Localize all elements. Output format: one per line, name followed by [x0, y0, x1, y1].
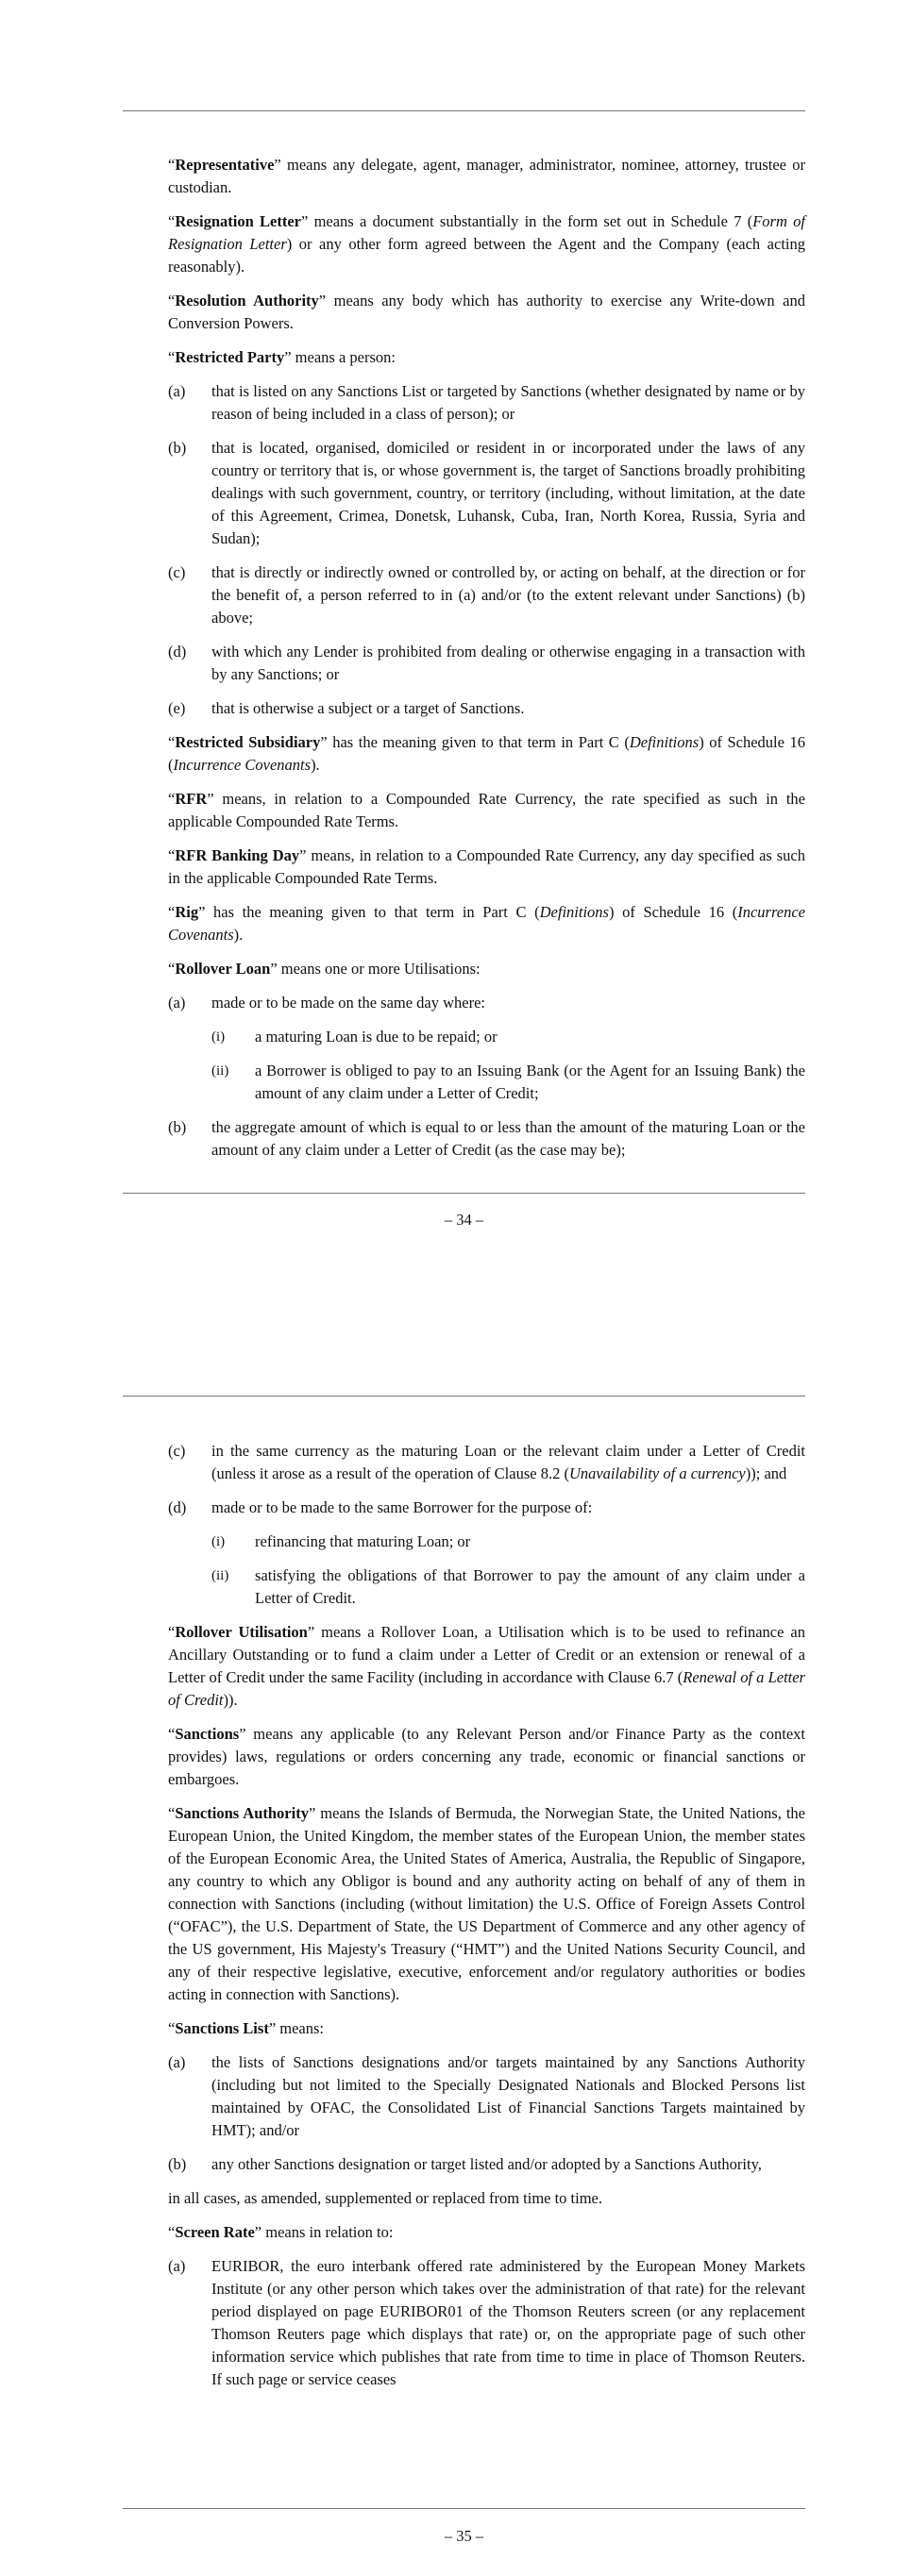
definition-resolution-authority: “Resolution Authority” means any body which has authority to exercise any Write-down and Conversion Powers.: [168, 292, 805, 332]
defined-term: RFR Banking Day: [175, 846, 300, 864]
defined-term: Rollover Utilisation: [175, 1623, 308, 1641]
defined-term: Sanctions List: [175, 2019, 269, 2037]
page-35-content: [168, 1440, 805, 2402]
defined-term: Sanctions Authority: [175, 1804, 309, 1822]
list-item: (e) that is otherwise a subject or a target of Sanctions.: [168, 699, 525, 717]
page-34-bottom-rule: [123, 1193, 805, 1194]
list-item: (b) that is located, organised, domiciled or resident in or incorporated under the laws of any country or territory that is, or whose government is, the target of Sanctions broadly prohibiting dealings with such government, country, or territory (including, without limitation, at the date of this Agreement, Crimea, Donetsk, Luhansk, Cuba, Iran, North Korea, Russia, Syria and Sudan);: [168, 439, 805, 547]
list-item: (a) the lists of Sanctions designations and/or targets maintained by any Sanctions Authority (including but not limited to the Specially Designated Nationals and Blocked Persons list maintained by OFAC, the Consolidated List of Financial Sanctions Targets maintained by HMT); and/or: [168, 2053, 805, 2139]
definition-restricted-subsidiary: “Restricted Subsidiary” has the meaning given to that term in Part C (Definitions) of Schedule 16 (Incurrence Covenants).: [168, 733, 805, 774]
sanctions-list-tail: in all cases, as amended, supplemented or replaced from time to time.: [168, 2189, 603, 2207]
sub-list-item: (ii) satisfying the obligations of that Borrower to pay the amount of any claim under a Letter of Credit.: [211, 1566, 805, 1607]
defined-term: Resignation Letter: [175, 212, 301, 230]
list-item: (c) in the same currency as the maturing Loan or the relevant claim under a Letter of Credit (unless it arose as a result of the operation of Clause 8.2 (Unavailability of a currency)); and: [168, 1442, 805, 1482]
defined-term: Screen Rate: [175, 2223, 255, 2241]
list-item: (b) the aggregate amount of which is equal to or less than the amount of the maturing Loan or the amount of any claim under a Letter of Credit (as the case may be);: [168, 1118, 805, 1159]
defined-term: Rollover Loan: [175, 960, 271, 978]
definition-rig: “Rig” has the meaning given to that term in Part C (Definitions) of Schedule 16 (Incurrence Covenants).: [168, 903, 805, 944]
list-item: (b) any other Sanctions designation or target listed and/or adopted by a Sanctions Authority,: [168, 2155, 762, 2173]
page-35-bottom-rule: [123, 2508, 805, 2509]
definition-rfr: “RFR” means, in relation to a Compounded Rate Currency, the rate specified as such in the applicable Compounded Rate Terms.: [168, 790, 805, 830]
definition-sanctions: “Sanctions” means any applicable (to any Relevant Person and/or Finance Party as the context provides) laws, regulations or orders concerning any trade, economic or financial sanctions or embargoes.: [168, 1725, 805, 1788]
page-35-top-rule: [123, 1396, 805, 1397]
sub-list-item: (i) refinancing that maturing Loan; or: [211, 1532, 471, 1550]
definition-rollover-loan: “Rollover Loan” means one or more Utilisations:: [168, 960, 481, 978]
definition-sanctions-authority: “Sanctions Authority” means the Islands of Bermuda, the Norwegian State, the United Nations, the European Union, the United Kingdom, the member states of the European Union, the member states of the European Economic Area, the United States of America, Australia, the Republic of Singapore, any country to which any Obligor is bound and any authority acting on behalf of any of them in connection with Sanctions (including (without limitation) the U.S. Office of Foreign Assets Control (“OFAC”), the U.S. Department of State, the US Department of Commerce and any other agency of the US government, His Majesty's Treasury (“HMT”) and the United Nations Security Council, and any of their respective legislative, executive, enforcement and/or regulatory authorities or bodies acting in connection with Sanctions).: [168, 1804, 805, 2003]
list-item: (a) EURIBOR, the euro interbank offered rate administered by the European Money Markets Institute (or any other person which takes over the administration of that rate) for the relevant period displayed on page EURIBOR01 of the Thomson Reuters screen (or any replacement Thomson Reuters page which displays that rate) or, on the appropriate page of such other information service which publishes that rate from time to time in place of Thomson Reuters. If such page or service ceases: [168, 2257, 805, 2388]
definition-screen-rate: “Screen Rate” means in relation to:: [168, 2223, 394, 2241]
list-item: (a) made or to be made on the same day where:: [168, 994, 486, 1012]
list-item: (a) that is listed on any Sanctions List or targeted by Sanctions (whether designated by name or by reason of being included in a class of person); or: [168, 382, 805, 423]
definition-rfr-banking-day: “RFR Banking Day” means, in relation to a Compounded Rate Currency, any day specified as such in the applicable Compounded Rate Terms.: [168, 846, 805, 887]
page-number: – 34 –: [444, 1211, 484, 1229]
definition-representative: “Representative” means any delegate, agent, manager, administrator, nominee, attorney, trustee or custodian.: [168, 156, 805, 196]
defined-term: Representative: [175, 156, 275, 174]
defined-term: Sanctions: [175, 1725, 240, 1743]
sub-list-item: (ii) a Borrower is obliged to pay to an Issuing Bank (or the Agent for an Issuing Bank) the amount of any claim under a Letter of Credit;: [211, 1062, 805, 1102]
definition-restricted-party: “Restricted Party” means a person:: [168, 348, 396, 366]
defined-term: Restricted Party: [175, 348, 285, 366]
page-number: – 35 –: [444, 2527, 484, 2545]
defined-term: RFR: [175, 790, 208, 808]
definition-sanctions-list: “Sanctions List” means:: [168, 2019, 324, 2037]
definition-rollover-utilisation: “Rollover Utilisation” means a Rollover Loan, a Utilisation which is to be used to refinance an Ancillary Outstanding or to fund a claim under a Letter of Credit or an extension or renewal of a Letter of Credit under the same Facility (including in accordance with Clause 6.7 (Renewal of a Letter of Credit)).: [168, 1623, 805, 1709]
list-item: (d) made or to be made to the same Borrower for the purpose of:: [168, 1498, 593, 1516]
sub-list-item: (i) a maturing Loan is due to be repaid; or: [211, 1028, 498, 1045]
defined-term: Resolution Authority: [175, 292, 319, 309]
page-34-top-rule: [123, 110, 805, 111]
definition-resignation-letter: “Resignation Letter” means a document substantially in the form set out in Schedule 7 (Form of Resignation Letter) or any other form agreed between the Agent and the Company (each acting reasonably).: [168, 212, 805, 276]
defined-term: Restricted Subsidiary: [175, 733, 321, 751]
page-34-content: [168, 154, 805, 1173]
defined-term: Rig: [175, 903, 199, 921]
list-item: (c) that is directly or indirectly owned or controlled by, or acting on behalf, at the direction or for the benefit of, a person referred to in (a) and/or (to the extent relevant under Sanctions) (b) above;: [168, 563, 805, 627]
list-item: (d) with which any Lender is prohibited from dealing or otherwise engaging in a transaction with by any Sanctions; or: [168, 643, 805, 683]
